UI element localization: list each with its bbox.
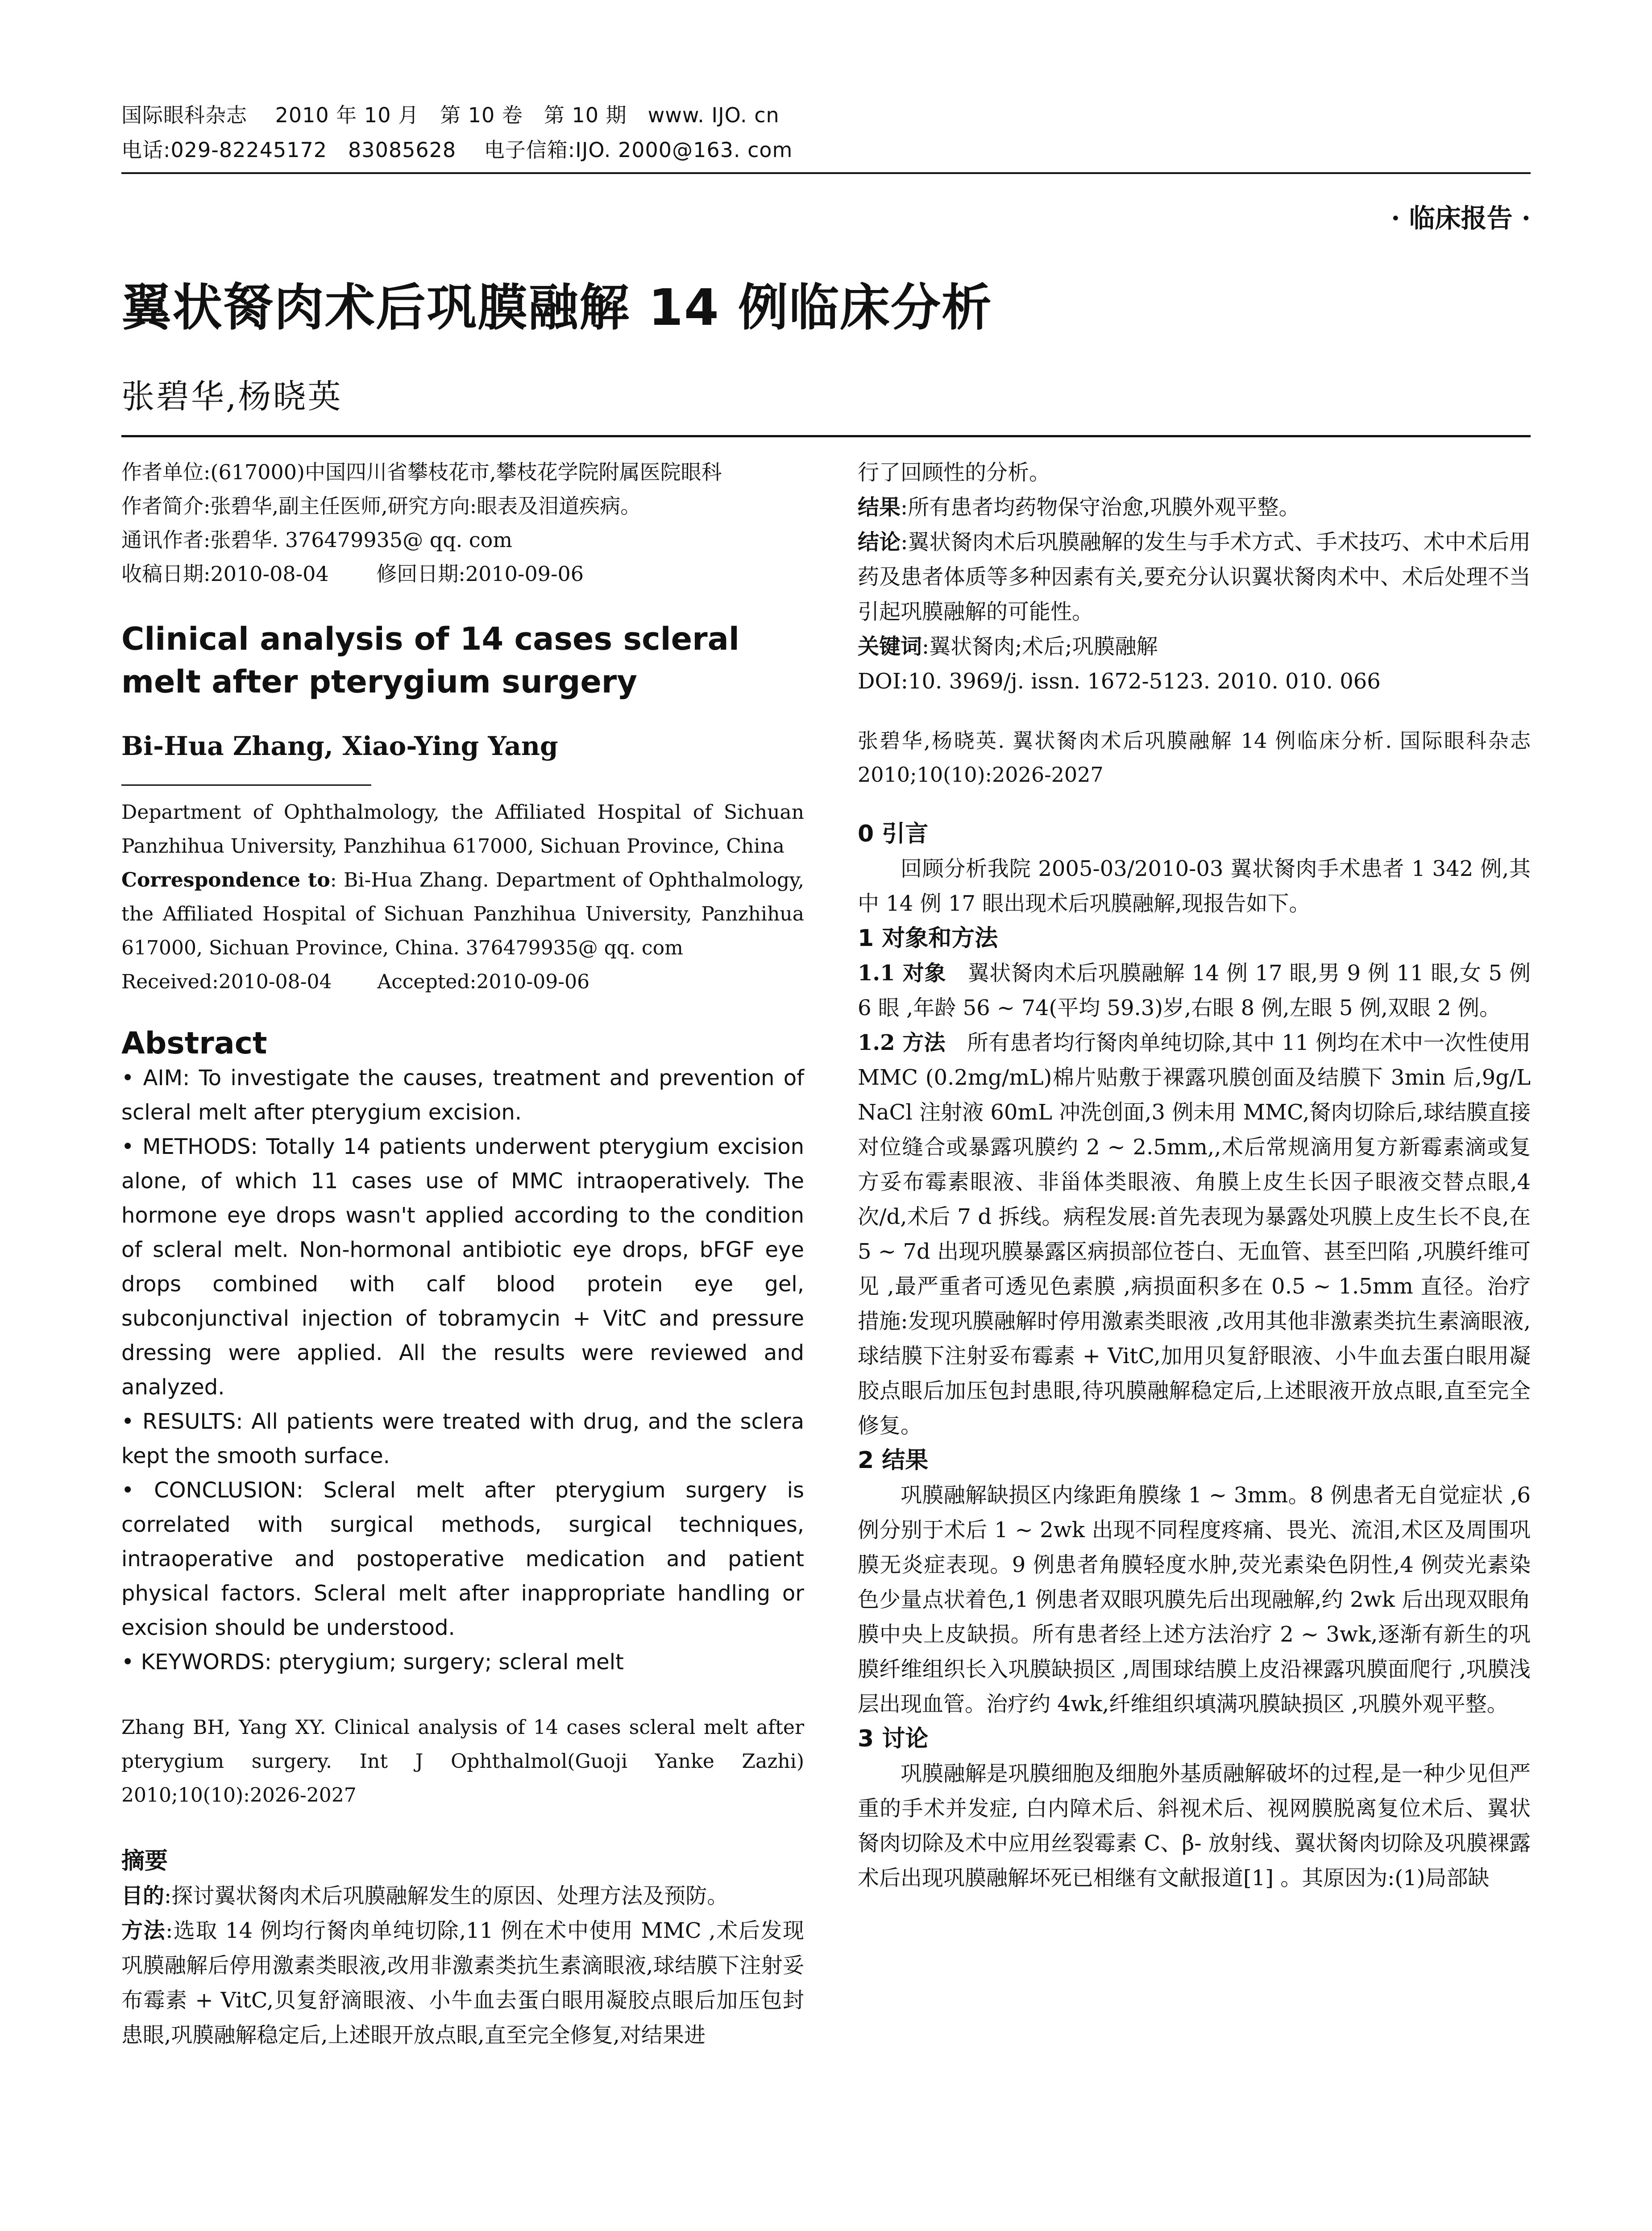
authors-cn: 张碧华,杨晓英 bbox=[121, 377, 343, 416]
citation-en: Zhang BH, Yang XY. Clinical analysis of 14 cases scleral melt after pterygium surgery. Int J Ophthalmol(Guoji Yanke Zazhi) 2010;10(10):2026-2027 bbox=[121, 1716, 804, 1807]
affiliation-rule bbox=[121, 784, 371, 786]
header-rule bbox=[121, 172, 1531, 174]
title-en: Clinical analysis of 14 cases scleral melt after pterygium surgery bbox=[121, 621, 739, 700]
correspondence-label: Correspondence to bbox=[121, 869, 330, 892]
section-1-1: 1.1 对象 翼状胬肉术后巩膜融解 14 例 17 眼,男 9 例 11 眼,女 5 例 6 眼 ,年龄 56 ~ 74(平均 59.3)岁,右眼 8 例,左眼 5 例,双眼 2 例。 bbox=[858, 961, 1531, 1020]
zhaiyao-methods: 方法:选取 14 例均行胬肉单纯切除,11 例在术中使用 MMC ,术后发现巩膜融解后停用激素类眼液,改用非激素类抗生素滴眼液,球结膜下注射妥布霉素 + VitC,贝复舒滴眼液、小牛血去蛋白眼用凝胶点眼后加压包封患眼,巩膜融解稳定后,上述眼开放点眼,直至完全修复,对结果进 bbox=[121, 1918, 804, 2048]
doi: DOI:10. 3969/j. issn. 1672-5123. 2010. 010. 066 bbox=[858, 669, 1381, 694]
title-rule bbox=[121, 435, 1531, 437]
author-bio-cn: 作者简介:张碧华,副主任医师,研究方向:眼表及泪道疾病。 bbox=[121, 494, 641, 518]
dates-cn: 收稿日期:2010-08-04 修回日期:2010-09-06 bbox=[121, 562, 584, 586]
section-3-text: 巩膜融解是巩膜细胞及细胞外基质融解破坏的过程,是一种少见但严重的手术并发症, 白内障术后、斜视术后、视网膜脱离复位术后、翼状胬肉切除及术中应用丝裂霉素 C、β- 放射线、翼状胬肉切除及巩膜裸露术后出现巩膜融解坏死已相继有文献报道[1] 。其原因为:(1)局部缺 bbox=[858, 1761, 1531, 1891]
author-affiliation-cn: 作者单位:(617000)中国四川省攀枝花市,攀枝花学院附属医院眼科 bbox=[121, 460, 722, 484]
section-1-heading: 1 对象和方法 bbox=[858, 925, 998, 952]
abstract-results: • RESULTS: All patients were treated with drug, and the sclera kept the smooth surface. bbox=[121, 1409, 805, 1468]
zhaiyao-keywords: 关键词:翼状胬肉;术后;巩膜融解 bbox=[858, 634, 1158, 659]
section-tag: · 临床报告 · bbox=[1391, 203, 1531, 233]
abstract-heading: Abstract bbox=[121, 1026, 267, 1061]
zhaiyao-continued: 行了回顾性的分析。 bbox=[858, 460, 1051, 485]
authors-en: Bi-Hua Zhang, Xiao-Ying Yang bbox=[121, 731, 558, 761]
right-column bbox=[858, 455, 1531, 1895]
journal-header-line1: 国际眼科杂志 2010 年 10 月 第 10 卷 第 10 期 www. IJO. cn bbox=[121, 103, 780, 127]
abstract-conclusion: • CONCLUSION: Scleral melt after pterygium surgery is correlated with surgical methods, surgical techniques, intraoperative and postoperative medication and patient physical factors. Scleral melt after inappropriate handling or excision should be understood. bbox=[121, 1478, 804, 1640]
corresponding-author-cn: 通讯作者:张碧华. 376479935@ qq. com bbox=[121, 528, 512, 552]
section-1-2: 1.2 方法 所有患者均行胬肉单纯切除,其中 11 例均在术中一次性使用 MMC (0.2mg/mL)棉片贴敷于裸露巩膜创面及结膜下 3min 后,9g/L NaCl 注射液 60mL 冲洗创面,3 例未用 MMC,胬肉切除后,球结膜直接对位缝合或暴露巩膜约 2 ~ 2.5mm,,术后常规滴用复方新霉素滴或复方妥布霉素眼液、非甾体类眼液、角膜上皮生长因子眼液交替点眼,4 次/d,术后 7 d 拆线。病程发展:首先表现为暴露处巩膜上皮生长不良,在 5 ~ 7d 出现巩膜暴露区病损部位苍白、无血管、甚至凹陷 ,巩膜纤维可见 ,最严重者可透见色素膜 ,病损面积多在 0.5 ~ 1.5mm 直径。治疗措施:发现巩膜融解时停用激素类眼液 ,改用其他非激素类抗生素滴眼液,球结膜下注射妥布霉素 + VitC,加用贝复舒眼液、小牛血去蛋白眼用凝胶点眼后加压包封患眼,待巩膜融解稳定后,上述眼液开放点眼,直至完全修复。 bbox=[858, 1030, 1531, 1438]
left-column bbox=[121, 455, 804, 2053]
zhaiyao-heading: 摘要 bbox=[121, 1848, 168, 1874]
abstract-methods: • METHODS: Totally 14 patients underwent pterygium excision alone, of which 11 cases use of MMC intraoperatively. The hormone eye drops wasn't applied according to the condition of scleral melt. Non-hormonal antibiotic eye drops, bFGF eye drops combined with calf blood protein eye gel, subconjunctival injection of tobramycin + VitC and pressure dressing were applied. All the results were reviewed and analyzed. bbox=[121, 1134, 804, 1400]
abstract-aim-label: • AIM bbox=[121, 1066, 183, 1091]
zhaiyao-results: 结果:所有患者均药物保守治愈,巩膜外观平整。 bbox=[858, 495, 1300, 520]
section-3-heading: 3 讨论 bbox=[858, 1725, 929, 1752]
abstract-keywords: • KEYWORDS: pterygium; surgery; scleral melt bbox=[121, 1650, 624, 1675]
correspondence-en bbox=[121, 863, 804, 965]
abstract-aim: • AIM: To investigate the causes, treatment and prevention of scleral melt after pterygium excision. bbox=[121, 1066, 804, 1125]
correspondence-text: : Bi-Hua Zhang. Department of Ophthalmology, the Affiliated Hospital of Sichuan Panzhihua University, Panzhihua 617000, Sichuan Province, China. 376479935@ qq. com bbox=[121, 869, 804, 959]
abstract-conclusion-label: • CONCLUSION bbox=[121, 1478, 296, 1503]
journal-header-line2: 电话:029-82245172 83085628 电子信箱:IJO. 2000@163. com bbox=[121, 138, 793, 162]
zhaiyao-aim: 目的:探讨翼状胬肉术后巩膜融解发生的原因、处理方法及预防。 bbox=[121, 1883, 729, 1908]
section-0-text: 回顾分析我院 2005-03/2010-03 翼状胬肉手术患者 1 342 例,其中 14 例 17 眼出现术后巩膜融解,现报告如下。 bbox=[858, 856, 1531, 916]
abstract-methods-label: • METHODS bbox=[121, 1134, 251, 1159]
zhaiyao-conclusion: 结论:翼状胬肉术后巩膜融解的发生与手术方式、手术技巧、术中术后用药及患者体质等多种因素有关,要充分认识翼状胬肉术中、术后处理不当引起巩膜融解的可能性。 bbox=[858, 530, 1531, 624]
received-dates-en: Received:2010-08-04 Accepted:2010-09-06 bbox=[121, 970, 590, 993]
section-2-heading: 2 结果 bbox=[858, 1447, 929, 1474]
abstract-results-label: • RESULTS bbox=[121, 1409, 236, 1434]
abstract-keywords-label: • KEYWORDS bbox=[121, 1650, 265, 1675]
affiliation-en: Department of Ophthalmology, the Affiliated Hospital of Sichuan Panzhihua University, Panzhihua 617000, Sichuan Province, China bbox=[121, 801, 804, 858]
section-2-text: 巩膜融解缺损区内缘距角膜缘 1 ~ 3mm。8 例患者无自觉症状 ,6 例分别于术后 1 ~ 2wk 出现不同程度疼痛、畏光、流泪,术区及周围巩膜无炎症表现。9 例患者角膜轻度水肿,荧光素染色阴性,4 例荧光素染色少量点状着色,1 例患者双眼巩膜先后出现融解,约 2wk 后出现双眼角膜中央上皮缺损。所有患者经上述方法治疗 2 ~ 3wk,逐渐有新生的巩膜纤维组织长入巩膜缺损区 ,周围球结膜上皮沿裸露巩膜面爬行 ,巩膜浅层出现血管。治疗约 4wk,纤维组织填满巩膜缺损区 ,巩膜外观平整。 bbox=[858, 1483, 1531, 1717]
citation-cn: 张碧华,杨晓英. 翼状胬肉术后巩膜融解 14 例临床分析. 国际眼科杂志 2010;10(10):2026-2027 bbox=[858, 729, 1531, 787]
page-title: 翼状胬肉术后巩膜融解 14 例临床分析 bbox=[121, 279, 992, 337]
section-0-heading: 0 引言 bbox=[858, 821, 929, 847]
